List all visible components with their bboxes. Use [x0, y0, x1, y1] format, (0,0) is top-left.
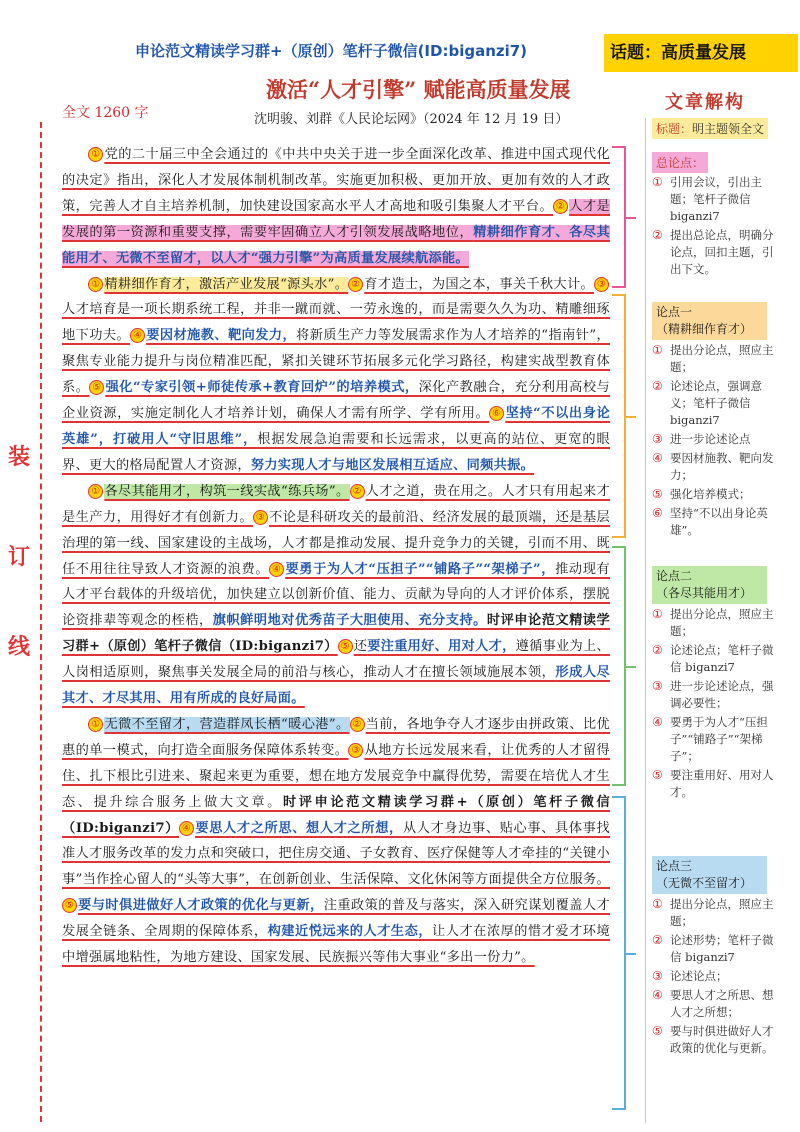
list-item	[652, 342, 782, 376]
group-header: 申论范文精读学习群+（原创）笔杆子微信(ID:biganzi7)	[135, 42, 528, 60]
sentence-number: ②	[350, 484, 365, 499]
point-2-label: 论点二	[656, 569, 693, 583]
item-text: 提出分论点，照应主题；	[670, 607, 774, 638]
key-phrase: 要思人才之所思、想人才之所想，	[195, 820, 403, 836]
item-number: ①	[652, 607, 663, 621]
list-item	[652, 227, 782, 278]
sentence-number: ②	[350, 717, 365, 732]
sentence: 人才是发展的第一资源和重要支撑，需要牢固确立人才引领发展战略地位，	[62, 198, 611, 240]
point-1-head	[652, 302, 767, 340]
list-item	[652, 932, 782, 966]
sentence-number: ⑥	[489, 406, 504, 421]
sentence-number: ④	[130, 328, 145, 343]
article-byline: 沈明骏、刘群《人民论坛网》（2024 年 12 月 19 日）	[254, 112, 569, 127]
bracket-intro	[612, 146, 626, 288]
sentence: 人才之道，贵在用之。人才只有用起来才是生产力，用得好才有创新力。	[62, 483, 610, 525]
key-phrase: 旗帜鲜明地对优秀苗子大胆使用、充分支持。	[212, 613, 487, 629]
point-1-list	[652, 342, 782, 541]
point-3-list	[652, 896, 782, 1059]
sentence: 从人才身边事、贴心事、具体事找准人才服务改革的发力点和突破口，把住房交通、子女教育、医疗保健等人才牵挂的“关键小事”当作拴心留人的“头等大事”，在创新创业、生活保障、文化休闲等方面提供全方位服务。	[62, 820, 611, 888]
title-label-text: 标题：	[656, 122, 693, 136]
sidebar-title: 文章解构	[665, 92, 745, 113]
item-text: 提出分论点，照应主题；	[670, 343, 774, 374]
item-text: 论述论点；笔杆子微信 biganzi7	[670, 643, 774, 674]
key-phrase: 构建近悦远来的人才生态，	[267, 924, 433, 940]
item-text: 论述论点；	[670, 969, 728, 983]
item-text: 提出总论点，明确分论点，回扣主题，引出下文。	[670, 228, 774, 276]
item-number: ①	[652, 897, 663, 911]
item-number: ①	[652, 343, 663, 357]
list-item	[652, 378, 782, 429]
sentence-number: ②	[553, 199, 568, 214]
sentence: 推动现有人才平台载体的升级培优，加快建立以创新价值、能力、贡献为导向的人才评价体系，摆脱论资排辈等观念的桎梏，	[62, 561, 610, 629]
item-text: 要思人才之所思、想人才之所想；	[670, 988, 774, 1019]
item-number: ③	[652, 679, 663, 693]
sentence: 党的二十届三中全会通过的《中共中央关于进一步全面深化改革、推进中国式现代化的决定》指出，深化人才发展体制机制改革。实施更加积极、更加开放、更加有效的人才政策，完善人才自主培养机制，加快建设国家高水平人才高地和吸引集聚人才平台。	[62, 147, 610, 214]
item-text: 要因材施教、靶向发力；	[670, 451, 774, 482]
sentence: 让人才在浓厚的惜才爱才环境中增强属地粘性，为地方建设、国家发展、民族振兴等伟大事业“多出一份力”。	[62, 924, 610, 966]
sentence: 人才培育是一项长期系统工程，并非一蹴而就、一劳永逸的，而是需要久久为功、精雕细琢地下功夫。	[62, 302, 610, 344]
list-item	[652, 642, 782, 676]
general-list	[652, 174, 782, 280]
list-item	[652, 767, 782, 801]
binding-char: 装	[8, 444, 31, 470]
sentence: 深化产教融合，充分利用高校与企业资源，实施定制化人才培养计划，确保人才需有所学、学有所用。	[62, 380, 610, 422]
point-3-sub: （无微不至留才）	[656, 876, 753, 890]
sentence-number: ④	[179, 821, 194, 836]
item-number: ④	[652, 451, 663, 465]
sentence-number: ⑤	[338, 639, 353, 654]
item-text: 进一步论述论点	[670, 432, 751, 446]
list-item	[652, 431, 782, 448]
item-number: ⑤	[652, 487, 663, 501]
sentence: 遵循事业为上、人岗相适原则，聚焦事关发展全局的前沿与核心，推动人才在擅长领域施展本领，	[62, 639, 611, 681]
sentence-number: ⑤	[89, 380, 104, 395]
item-text: 引用会议，引出主题；笔杆子微信 biganzi7	[670, 175, 762, 223]
point-heading: 无微不至留才，营造群凤长栖“暖心港”。	[104, 716, 350, 732]
list-item	[652, 987, 782, 1021]
article-title: 激活“人才引擎” 赋能高质量发展	[266, 77, 571, 102]
key-phrase: 坚持“不以出身论英雄”，打破用人“守旧思维”，	[62, 406, 610, 447]
item-text: 坚持“不以出身论英雄”。	[670, 506, 768, 537]
list-item	[652, 968, 782, 985]
list-item	[652, 486, 782, 503]
point-2-sub: （各尽其能用才）	[656, 586, 753, 600]
list-item	[652, 714, 782, 765]
word-count: 全文 1260 字	[62, 105, 149, 121]
promo-text: 时评申论范文精读学习群+（原创）笔杆子微信（ID:biganzi7）	[62, 613, 611, 655]
list-item	[652, 174, 782, 225]
thesis-highlight: 精耕细作育才、各尽其能用才、无微不至留才，以人才“强力引擎”为高质量发展续航添能。	[62, 224, 611, 266]
bracket-point-2	[612, 546, 626, 786]
sentence-number: ③	[348, 743, 363, 758]
bracket-point-1	[612, 294, 626, 538]
item-number: ⑤	[652, 768, 663, 782]
binding-char: 线	[8, 634, 31, 660]
point-1-sub: （精耕细作育才）	[656, 322, 753, 336]
item-number: ①	[652, 175, 663, 189]
item-number: ③	[652, 969, 663, 983]
list-item	[652, 678, 782, 712]
list-item	[652, 606, 782, 640]
key-phrase: 形成人尽其才、才尽其用、用有所成的良好局面。	[62, 665, 611, 707]
list-item	[652, 896, 782, 930]
title-desc: 明主题领全文	[692, 122, 765, 136]
binding-char: 订	[8, 544, 31, 570]
key-phrase: 要勇于为人才“压担子”“铺路子”“架梯子”，	[285, 561, 556, 577]
item-text: 提出分论点，照应主题；	[670, 897, 774, 928]
key-phrase: 强化“专家引领+师徒传承+教育回炉”的培养模式，	[105, 380, 419, 396]
point-2-head	[652, 566, 767, 604]
article-body	[62, 142, 610, 971]
sentence-number: ②	[348, 277, 363, 292]
sentence-number: ③	[594, 277, 609, 292]
sentence: 当前，各地争夺人才逐步由拼政策、比优惠的单一模式，向打造全面服务保障体系转变。	[62, 716, 610, 758]
sentence-number: ①	[88, 277, 103, 292]
promo-text: 时评申论范文精读学习群+（原创）笔杆子微信（ID:biganzi7）	[62, 794, 610, 836]
sentence-number: ⑤	[62, 898, 77, 913]
key-phrase: 要注重用好、用对人才，	[367, 639, 516, 655]
topic-badge: 话题：高质量发展	[604, 34, 798, 72]
item-number: ④	[652, 715, 663, 729]
point-3-head	[652, 856, 767, 894]
binding-line	[40, 122, 42, 1122]
item-number: ②	[652, 379, 663, 393]
point-2-list	[652, 606, 782, 803]
point-heading: 精耕细作育才，激活产业发展“源头水”。	[104, 276, 349, 292]
sentence: 育才造士，为国之本，事关千秋大计。	[364, 276, 594, 292]
item-number: ②	[652, 933, 663, 947]
paragraph-intro	[62, 142, 610, 272]
paragraph-point-2	[62, 479, 610, 712]
item-text: 强化培养模式；	[670, 487, 751, 501]
key-phrase: 要因材施教、靶向发力，	[146, 328, 297, 344]
list-item	[652, 450, 782, 484]
sentence: 将新质生产力等发展需求作为人才培养的“指南针”，聚焦专业能力提升与岗位精准匹配，紧扣关键环节拓展多元化学习路径，构建实战型教育体系。	[62, 328, 610, 396]
item-text: 进一步论述论点，强调必要性；	[670, 679, 774, 710]
paragraph-point-1	[62, 272, 610, 479]
sentence: 根据发展急迫需要和长远需求，以更高的站位、更宽的眼界、更大的格局配置人才资源，	[62, 431, 611, 473]
list-item	[652, 1023, 782, 1057]
point-heading: 各尽其能用才，构筑一线实战“练兵场”。	[104, 483, 350, 499]
sentence: 注重政策的普及与落实，深入研究谋划覆盖人才发展全链条、全周期的保障体系，	[62, 898, 610, 940]
sentence-number: ④	[269, 562, 284, 577]
item-number: ⑥	[652, 506, 663, 520]
item-number: ②	[652, 643, 663, 657]
item-text: 论述形势；笔杆子微信 biganzi7	[670, 933, 774, 964]
sentence-number: ①	[88, 484, 103, 499]
item-text: 要与时俱进做好人才政策的优化与更新。	[670, 1024, 774, 1055]
sentence-number: ③	[253, 510, 268, 525]
paragraph-point-3	[62, 712, 610, 971]
item-number: ②	[652, 228, 663, 242]
sentence-number: ①	[88, 147, 103, 162]
item-number: ④	[652, 988, 663, 1002]
sentence-number: ①	[88, 717, 103, 732]
point-1-label: 论点一	[656, 305, 693, 319]
key-phrase: 努力实现人才与地区发展相互适应、同频共振。	[250, 457, 535, 473]
bracket-point-3	[612, 796, 626, 1110]
key-phrase: 要与时俱进做好人才政策的优化与更新，	[78, 898, 324, 914]
sidebar-divider	[645, 118, 646, 1123]
item-text: 要勇于为人才“压担子”“铺路子”“架梯子”；	[670, 715, 768, 763]
sentence: 从地方长远发展来看，让优秀的人才留得住、扎下根比引进来、聚起来更为重要，想在地方发展竞争中赢得优势，需要在培优人才生态、提升综合服务上做大文章。	[62, 742, 610, 810]
sentence: 不论是科研攻关的最前沿、经济发展的最顶端，还是基层治理的第一线、国家建设的主战场，人才都是推动发展、提升竞争力的关键，引而不用、既任不用往往导致人才资源的浪费。	[62, 509, 611, 577]
general-label: 总论点：	[652, 152, 708, 173]
point-3-label: 论点三	[656, 859, 693, 873]
item-text: 要注重用好、用对人才。	[670, 768, 774, 799]
item-number: ③	[652, 432, 663, 446]
sentence: 还	[353, 639, 368, 655]
list-item	[652, 505, 782, 539]
item-text: 论述论点，强调意义；笔杆子微信 biganzi7	[670, 379, 762, 427]
item-number: ⑤	[652, 1024, 663, 1038]
title-label	[652, 118, 768, 139]
